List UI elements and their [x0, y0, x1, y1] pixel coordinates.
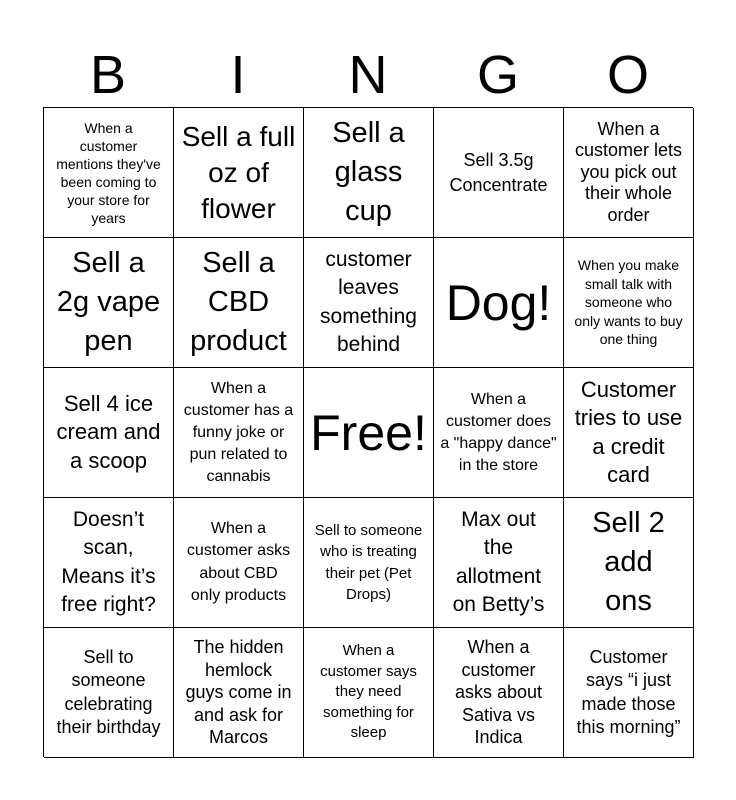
cell-text: When a customer asks about CBD only products: [186, 519, 291, 604]
cell-text: When a customer mentions they've been coming to your store for years: [56, 119, 161, 226]
bingo-cell[interactable]: [44, 628, 174, 758]
free-space-text: Free!: [310, 404, 427, 461]
bingo-cell[interactable]: [44, 108, 174, 238]
cell-text: Customer says “i just made those this morning”: [576, 646, 681, 737]
bingo-cell[interactable]: [44, 498, 174, 628]
bingo-cell[interactable]: [304, 238, 434, 368]
bingo-cell[interactable]: [434, 238, 564, 368]
bingo-cell[interactable]: [304, 628, 434, 758]
bingo-cell[interactable]: [304, 498, 434, 628]
cell-text: Max out the allotment on Betty’s: [452, 507, 545, 616]
bingo-cell[interactable]: [564, 498, 694, 628]
bingo-cell[interactable]: [174, 238, 304, 368]
cell-text: Sell 3.5g Concentrate: [449, 149, 548, 195]
header-letter-o: O: [606, 45, 649, 105]
bingo-cell[interactable]: [174, 628, 304, 758]
cell-text: Doesn’t scan, Means it’s free right?: [61, 507, 156, 616]
bingo-board: [43, 107, 693, 757]
bingo-cell[interactable]: [304, 108, 434, 238]
bingo-cell[interactable]: [434, 368, 564, 498]
cell-text: Sell a 2g vape pen: [56, 247, 161, 357]
bingo-cell[interactable]: [564, 238, 694, 368]
bingo-cell[interactable]: [174, 368, 304, 498]
cell-text: Customer tries to use a credit card: [574, 376, 683, 487]
header-letter-b: B: [89, 45, 127, 105]
header-letter-g: G: [476, 45, 519, 105]
header-letter-n: N: [348, 45, 388, 105]
bingo-cell[interactable]: [174, 108, 304, 238]
bingo-cell[interactable]: [44, 238, 174, 368]
cell-text: The hidden hemlock guys come in and ask for Marcos: [185, 637, 292, 748]
bingo-cell[interactable]: [564, 368, 694, 498]
bingo-cell[interactable]: [174, 498, 304, 628]
cell-text: Sell a CBD product: [190, 247, 287, 357]
cell-text: Sell to someone celebrating their birthday: [56, 646, 161, 737]
bingo-cell[interactable]: [434, 498, 564, 628]
cell-text: When you make small talk with someone who only wants to buy one thing: [574, 257, 683, 348]
free-space-text: Dog!: [445, 274, 552, 331]
cell-text: Sell 4 ice cream and a scoop: [56, 390, 161, 473]
cell-text: Sell a glass cup: [332, 117, 405, 227]
bingo-header: [43, 44, 693, 106]
cell-text: When a customer says they need something for sleep: [320, 642, 417, 742]
bingo-cell[interactable]: [434, 108, 564, 238]
cell-text: When a customer does a "happy dance" in the store: [440, 390, 557, 474]
bingo-cell[interactable]: [304, 368, 434, 498]
cell-text: Sell 2 add ons: [592, 507, 665, 617]
cell-text: Sell to someone who is treating their pet (Pet Drops): [314, 521, 423, 603]
cell-text: When a customer lets you pick out their whole order: [574, 118, 683, 225]
bingo-cell[interactable]: [44, 368, 174, 498]
bingo-cell[interactable]: [564, 108, 694, 238]
cell-text: When a customer asks about Sativa vs Indica: [454, 637, 543, 748]
cell-text: customer leaves something behind: [320, 247, 417, 356]
bingo-cell[interactable]: [564, 628, 694, 758]
cell-text: Sell a full oz of flower: [181, 120, 296, 224]
bingo-cell[interactable]: [434, 628, 564, 758]
header-letter-i: I: [230, 45, 246, 105]
cell-text: When a customer has a funny joke or pun related to cannabis: [183, 379, 294, 485]
